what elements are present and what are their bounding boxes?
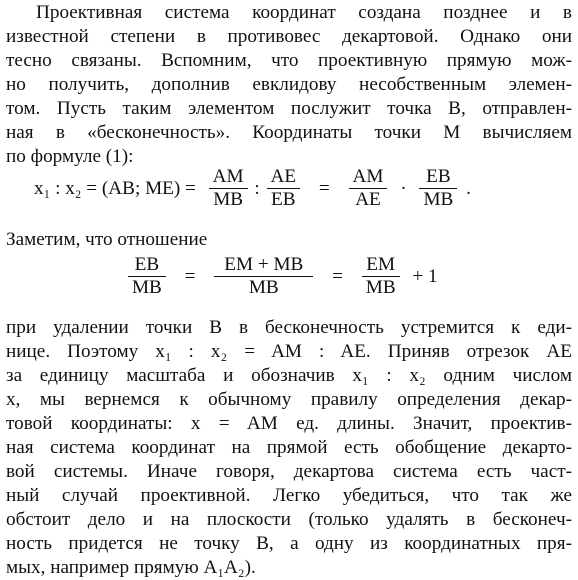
text-line: тесно связаны. Вспомним, что проективную прямую мож- xyxy=(6,50,572,71)
numerator: EM + MB xyxy=(214,254,313,277)
denominator: MB xyxy=(248,277,279,298)
operator: + 1 xyxy=(412,265,438,287)
numerator: AM xyxy=(209,166,248,189)
denominator: MB xyxy=(423,189,454,210)
formula-lhs: x₁ : x₂ = (AB; ME) = xyxy=(34,177,196,199)
text-line: ный случай проективной. Легко убедиться, что так же xyxy=(6,485,572,506)
fraction xyxy=(214,254,313,299)
text-line: Заметим, что отношение xyxy=(6,229,208,250)
fraction xyxy=(349,166,388,211)
text-line: вой системы. Иначе говоря, декартова система есть част- xyxy=(6,461,572,482)
text-line: нице. Поэтому x₁ : x₂ = AM : AE. Приняв отрезок AE xyxy=(6,341,572,362)
numerator: EB xyxy=(419,166,457,189)
text-line: за единицу масштаба и обозначив x₁ : x₂ одним числом xyxy=(6,365,572,386)
text-line: при удалении точки B в бесконечность устремится к еди- xyxy=(6,317,572,338)
text-line: известной степени в противовес декартовой. Однако они xyxy=(6,26,572,47)
operator: = xyxy=(332,265,343,287)
numerator: AM xyxy=(349,166,388,189)
numerator: EM xyxy=(362,254,400,277)
denominator: EB xyxy=(271,189,296,210)
denominator: MB xyxy=(132,277,162,298)
text-line: по формуле (1): xyxy=(6,146,134,167)
fraction xyxy=(128,254,166,299)
text-line: ная в «бесконечность». Координаты точки M вычисляем xyxy=(6,122,572,143)
fraction xyxy=(209,166,248,211)
text-line: том. Пусть таким элементом послужит точка B, отправлен- xyxy=(6,98,572,119)
operator: · xyxy=(400,177,407,199)
denominator: AE xyxy=(355,189,381,210)
fraction xyxy=(267,166,301,211)
numerator: AE xyxy=(267,166,301,189)
operator: = xyxy=(184,265,196,287)
fraction xyxy=(419,166,457,211)
text-line: ность придется не точку B, а одну из координатных пря- xyxy=(6,533,572,554)
formula-cross-ratio xyxy=(34,166,475,211)
text-line: обстоит дело и на плоскости (только удалять в бесконеч- xyxy=(6,509,572,530)
operator: . xyxy=(466,177,471,199)
numerator: EB xyxy=(128,254,166,277)
text-line: Проективная система координат создана позднее и в xyxy=(36,2,572,23)
text-line: но получить, дополнив евклидову несобственным элемен- xyxy=(6,74,572,95)
denominator: MB xyxy=(365,277,396,298)
denominator: MB xyxy=(213,189,244,210)
operator: = xyxy=(318,177,330,199)
text-line: мых, например прямую A₁A₂). xyxy=(6,557,256,578)
text-line: товой координаты: x = AM ед. длины. Значит, проектив- xyxy=(6,413,572,434)
formula-ratio-limit xyxy=(128,254,446,299)
fraction xyxy=(362,254,400,299)
text-line: ная система координат на прямой есть обобщение декарто- xyxy=(6,437,572,458)
operator: : xyxy=(254,177,260,199)
text-line: x, мы вернемся к обычному правилу определения декар- xyxy=(6,389,572,410)
